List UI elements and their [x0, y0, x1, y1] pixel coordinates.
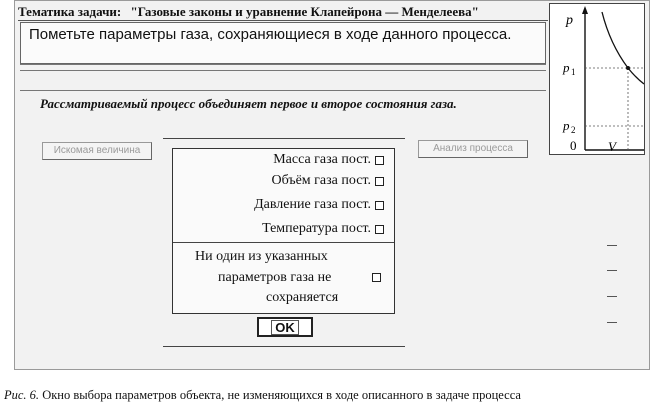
y-axis-arrow: [582, 6, 588, 14]
right-edge-tick: [607, 296, 617, 297]
p2-label: p: [563, 118, 570, 133]
empty-row-divider: [20, 90, 546, 91]
option-temperature-constant[interactable]: [262, 219, 384, 239]
origin-label: 0: [570, 138, 577, 153]
x-axis-label: V: [608, 139, 616, 154]
topic-label: Тематика задачи:: [18, 4, 122, 19]
y-axis-label: p: [566, 13, 573, 28]
state-point: [626, 66, 630, 70]
option-label: Температура пост.: [262, 221, 371, 236]
figure-number: Рис. 6.: [4, 388, 40, 402]
right-edge-tick: [607, 270, 617, 271]
checkbox[interactable]: [372, 273, 381, 282]
p2-subscript: 2: [571, 125, 576, 135]
topic-title: "Газовые законы и уравнение Клапейрона — Менделеева": [130, 4, 479, 19]
p1-label: p: [563, 60, 570, 75]
right-edge-tick: [607, 245, 617, 246]
instruction-text: Пометьте параметры газа, сохраняющиеся в ходе данного процесса.: [29, 26, 512, 43]
process-description: Рассматриваемый процесс объединяет первое и второе состояния газа.: [40, 96, 457, 111]
ok-button[interactable]: [257, 317, 313, 337]
p1-subscript: 1: [571, 67, 576, 77]
option-label: Давление газа пост.: [254, 197, 371, 212]
topic-header: [18, 3, 548, 20]
option-label: Объём газа пост.: [271, 173, 371, 188]
header-divider: [18, 20, 548, 21]
checkbox[interactable]: [375, 156, 384, 165]
parameter-selection-dialog: [172, 148, 395, 314]
process-graph: [549, 3, 645, 155]
empty-row-divider: [20, 64, 546, 65]
process-curve: [602, 12, 644, 84]
pv-diagram: [550, 4, 644, 154]
right-edge-tick: [607, 322, 617, 323]
dialog-separator: [173, 242, 394, 243]
checkbox[interactable]: [375, 225, 384, 234]
option-pressure-constant[interactable]: [254, 195, 384, 215]
sought-quantity-button[interactable]: Искомая величина: [42, 142, 152, 160]
option-none-constant[interactable]: [173, 247, 394, 309]
empty-row-divider: [20, 70, 546, 71]
checkbox[interactable]: [375, 177, 384, 186]
ok-label: OK: [271, 320, 299, 335]
caption-text: Окно выбора параметров объекта, не изменяющихся в ходе описанного в задаче процесса: [42, 388, 521, 402]
instruction-panel: [20, 22, 546, 64]
option-label: Ни один из указанных: [195, 249, 328, 264]
checkbox[interactable]: [375, 201, 384, 210]
option-label: Масса газа пост.: [273, 152, 371, 167]
process-analysis-button[interactable]: Анализ процесса: [418, 140, 528, 158]
option-volume-constant[interactable]: [271, 171, 384, 191]
figure-caption: [4, 385, 654, 405]
option-label: сохраняется: [266, 290, 339, 305]
option-label: параметров газа не: [218, 270, 332, 285]
option-mass-constant[interactable]: [273, 150, 384, 170]
